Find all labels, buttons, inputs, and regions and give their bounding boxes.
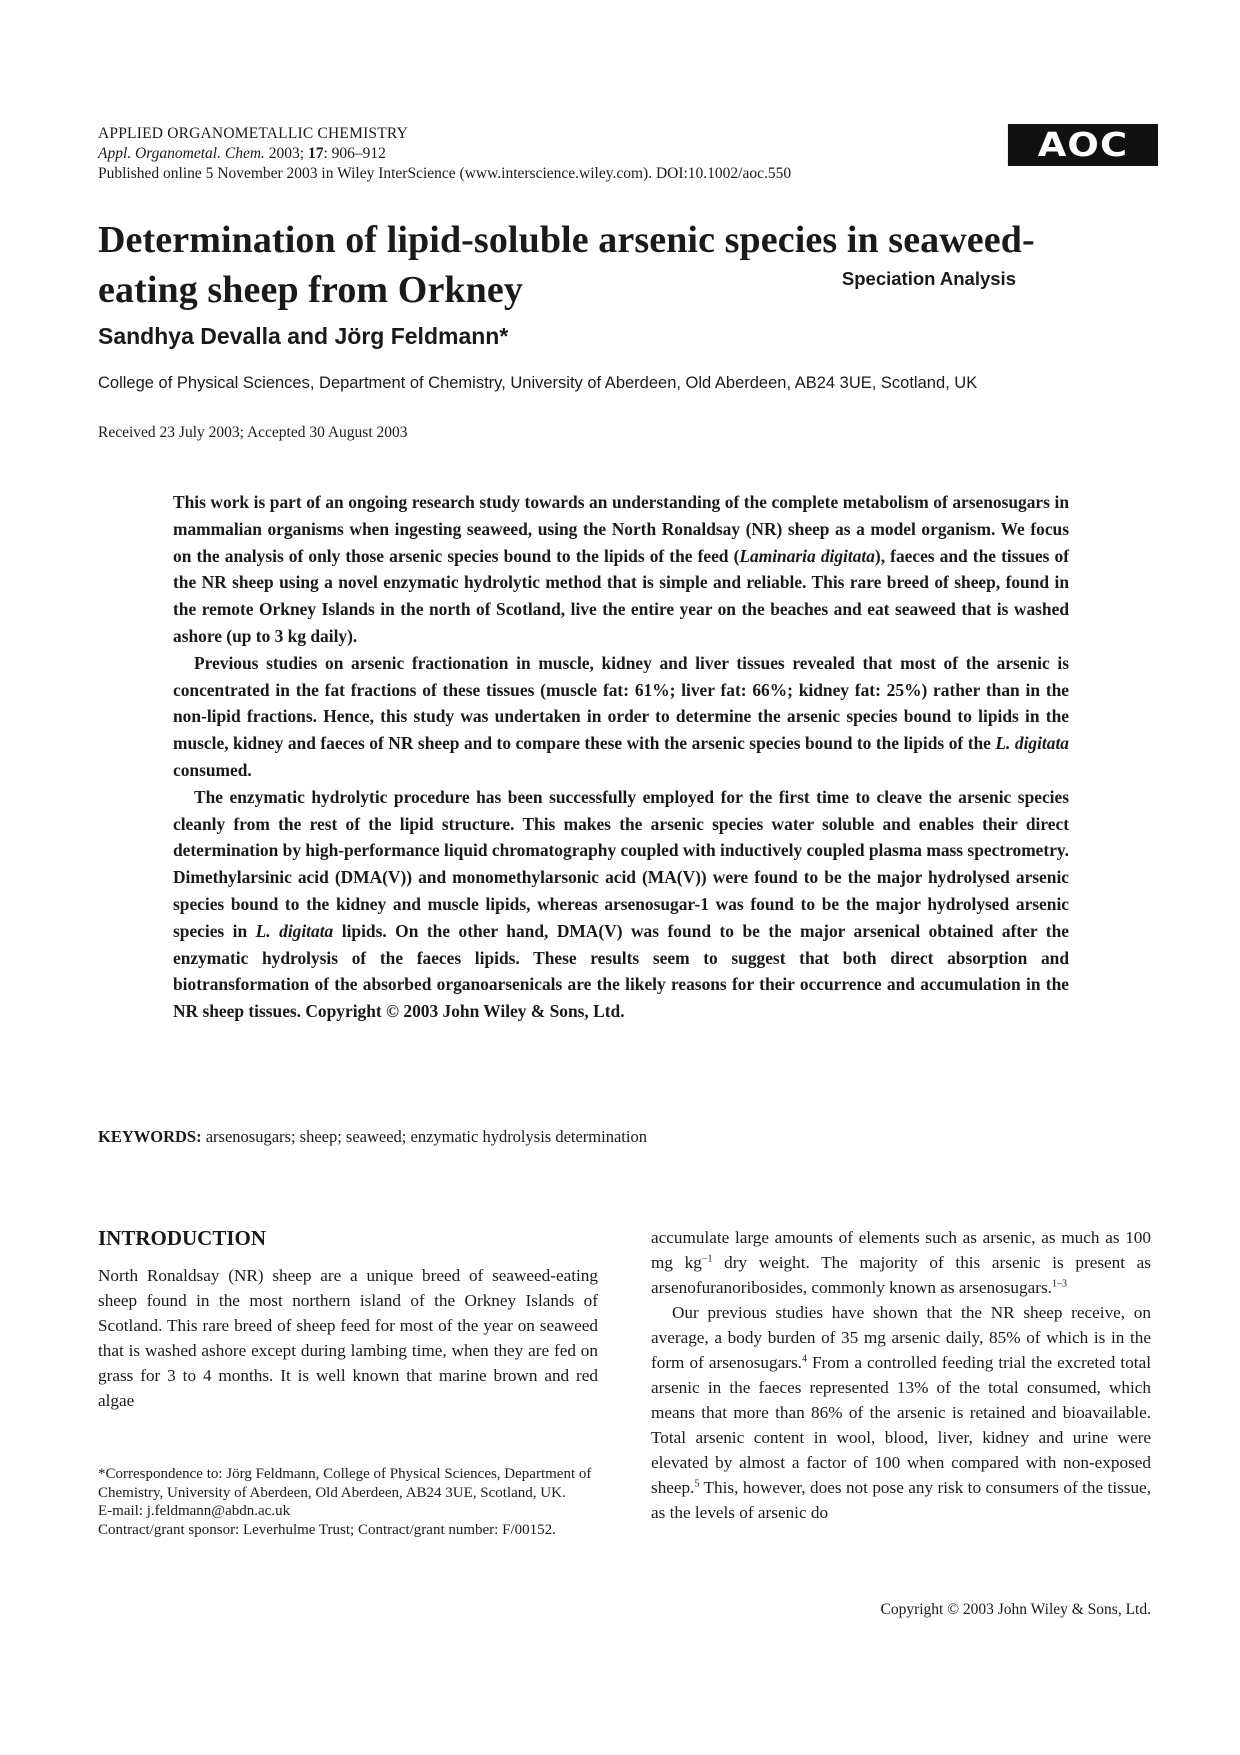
body-text: From a controlled feeding trial the excreted total arsenic in the faeces represented 13% of the total consumed, which means that more than 86% of the arsenic is retained and bioavailable. Total arsenic content in wool, blood, liver, kidney and urine were elevated by almost a factor of 100 when compared with non-exposed sheep. (651, 1353, 1151, 1497)
abstract-text: Previous studies on arsenic fractionation in muscle, kidney and liver tissues revealed that most of the arsenic is concentrated in the fat fractions of these tissues (muscle fat: 61%; liver fat: 66%; kidney fat: 25%) rather than in the non-lipid fractions. Hence, this study was undertaken in order to determine the arsenic species bound to lipids in the muscle, kidney and faeces of NR sheep and to compare these with the arsenic species bound to the lipids of the (173, 652, 1069, 754)
citation-journal: Appl. Organometal. Chem. (98, 145, 265, 162)
citation-volume: 17 (307, 145, 324, 162)
section-heading-introduction: INTRODUCTION (98, 1226, 267, 1250)
section-label: Speciation Analysis (841, 268, 1016, 289)
body-text: Our previous studies have shown that the NR sheep receive, on average, a body burden of 35 mg arsenic daily, 85% of which is in the form of arsenosugars. (651, 1303, 1151, 1372)
copyright-footer: Copyright © 2003 John Wiley & Sons, Ltd. (880, 1601, 1151, 1618)
species-name: L. digitata (995, 733, 1069, 754)
article-title: Determination of lipid-soluble arsenic species in seaweed-eating sheep from Orkney (98, 219, 1035, 311)
keywords (98, 1127, 647, 1147)
journal-name: APPLIED ORGANOMETALLIC CHEMISTRY (98, 125, 408, 142)
reference-superscript: 4 (801, 1353, 807, 1365)
published-online: Published online 5 November 2003 in Wiley InterScience (www.interscience.wiley.com). DOI:10.1002/aoc.550 (98, 165, 792, 182)
right-column (651, 1225, 1151, 1525)
body-paragraph (651, 1300, 1151, 1525)
abstract (173, 489, 1069, 1025)
received-dates: Received 23 July 2003; Accepted 30 August 2003 (98, 424, 408, 441)
species-name: L. digitata (255, 920, 334, 941)
left-column (98, 1225, 598, 1413)
body-text: accumulate large amounts of elements such as arsenic, as much as 100 mg kg (651, 1228, 1151, 1272)
reference-superscript: 5 (694, 1478, 700, 1490)
abstract-paragraph (173, 489, 1069, 650)
body-text: This, however, does not pose any risk to consumers of the tissue, as the levels of arsenic do (651, 1478, 1151, 1522)
body-paragraph (651, 1225, 1151, 1300)
superscript: −1 (701, 1253, 713, 1265)
body-text: dry weight. The majority of this arsenic is present as arsenofuranoribosides, commonly known as arsenosugars. (651, 1253, 1151, 1297)
citation-pages: : 906–912 (323, 145, 386, 162)
keywords-label: KEYWORDS: (98, 1127, 202, 1146)
abstract-text: lipids. On the other hand, DMA(V) was found to be the major arsenical obtained after the enzymatic hydrolysis of the faeces lipids. These results seem to suggest that both direct absorption and biotransformation of the absorbed organoarsenicals are the likely reasons for their occurrence and accumulation in the NR sheep tissues. Copyright © 2003 John Wiley & Sons, Ltd. (173, 920, 1069, 1022)
abstract-text: consumed. (173, 759, 252, 780)
keywords-text: arsenosugars; sheep; seaweed; enzymatic hydrolysis determination (201, 1127, 647, 1146)
abstract-text: The enzymatic hydrolytic procedure has been successfully employed for the first time to cleave the arsenic species cleanly from the rest of the lipid structure. This makes the arsenic species water soluble and enables their direct determination by high-performance liquid chromatography coupled with inductively coupled plasma mass spectrometry. Dimethylarsinic acid (DMA(V)) and monomethylarsonic acid (MA(V)) were found to be the major hydrolysed arsenic species bound to the kidney and muscle lipids, whereas arsenosugar-1 was found to be the major hydrolysed arsenic species in (173, 786, 1069, 941)
journal-citation (98, 144, 1158, 164)
email-text: E-mail: j.feldmann@abdn.ac.uk (98, 1503, 291, 1519)
reference-superscript: 1–3 (1051, 1278, 1067, 1290)
citation-year: 2003; (264, 145, 308, 162)
journal-logo: AOC (1008, 124, 1158, 166)
authors: Sandhya Devalla and Jörg Feldmann* (98, 323, 509, 349)
abstract-paragraph (173, 784, 1069, 1025)
body-paragraph: North Ronaldsay (NR) sheep are a unique breed of seaweed-eating sheep found in the most northern island of the Orkney Islands of Scotland. This rare breed of sheep feed for most of the year on seaweed that is washed ashore except during lambing time, when they are fed on grass for 3 to 4 months. It is well known that marine brown and red algae (98, 1266, 598, 1410)
correspondence-footnote (98, 1465, 598, 1539)
affiliation: College of Physical Sciences, Department of Chemistry, University of Aberdeen, Old Aberdeen, AB24 3UE, Scotland, UK (98, 374, 978, 392)
abstract-text: This work is part of an ongoing research study towards an understanding of the complete metabolism of arsenosugars in mammalian organisms when ingesting seaweed, using the North Ronaldsay (NR) sheep as a model organism. We focus on the analysis of only those arsenic species bound to the lipids of the feed ( (173, 492, 1069, 566)
grant-text: Contract/grant sponsor: Leverhulme Trust; Contract/grant number: F/00152. (98, 1521, 556, 1538)
abstract-text: ), faeces and the tissues of the NR sheep using a novel enzymatic hydrolytic method that is simple and reliable. This rare breed of sheep, found in the remote Orkney Islands in the north of Scotland, live the entire year on the beaches and eat seaweed that is washed ashore (up to 3 kg daily). (173, 545, 1069, 646)
abstract-paragraph (173, 650, 1069, 784)
correspondence-text: *Correspondence to: Jörg Feldmann, College of Physical Sciences, Department of Chemistry, University of Aberdeen, Old Aberdeen, AB24 3UE, Scotland, UK. (98, 1466, 592, 1501)
species-name: Laminaria digitata (739, 545, 875, 566)
